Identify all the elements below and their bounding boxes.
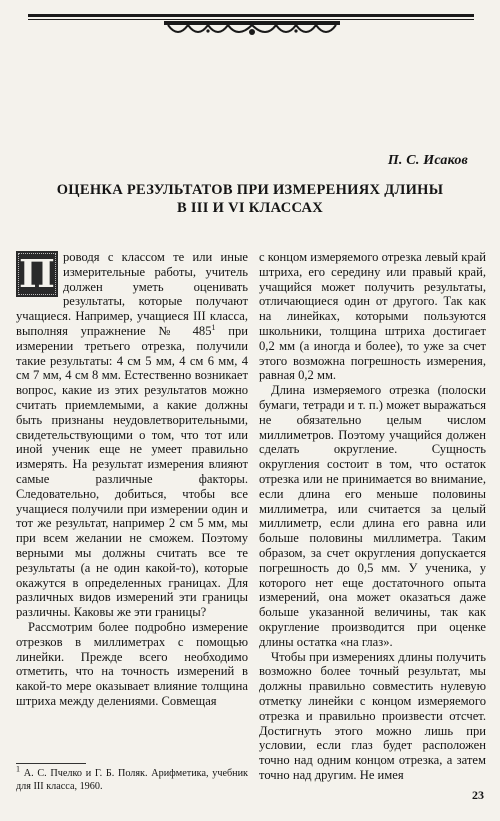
footnote bbox=[16, 764, 248, 794]
right-column bbox=[259, 250, 486, 783]
footnote-separator bbox=[16, 763, 86, 764]
author-name: П. С. Исаков bbox=[387, 153, 468, 168]
footnote-reference: 1 bbox=[211, 322, 216, 332]
footnote-mark: 1 bbox=[16, 764, 20, 774]
article-title bbox=[40, 181, 460, 217]
paragraph-3: с концом измеряемого отрезка левый край штриха, его середину или правый край, учащийся может получить результаты, отличающиеся один от другого. Так как на линейках, которыми пользуются школьники, толщина штриха достигает 0,2 мм (а иногда и более), то уже за счет этого возможна погрешность измерения, равная 0,2 мм. bbox=[259, 250, 486, 383]
drop-cap: П bbox=[16, 251, 58, 297]
ornament-pattern bbox=[164, 21, 340, 39]
title-line-2: В III И VI КЛАССАХ bbox=[176, 200, 324, 216]
paragraph-2: Рассмотрим более подробно измерение отрезков в миллиметрах с помощью линейки. Прежде всего необходимо отметить, что на точность измерений в какой-то мере оказывает влияние толщина штриха между делениями. Совмещая bbox=[16, 619, 248, 708]
footnote-text: А. С. Пчелко и Г. Б. Поляк. Арифметика, учебник для III класса, 1960. bbox=[16, 768, 248, 792]
page-number: 23 bbox=[472, 788, 484, 802]
header-ornament bbox=[28, 14, 474, 40]
left-column bbox=[16, 250, 248, 709]
title-line-1: ОЦЕНКА РЕЗУЛЬТАТОВ ПРИ ИЗМЕРЕНИЯХ ДЛИНЫ bbox=[56, 182, 444, 198]
paragraph-5: Чтобы при измерениях длины получить возможно более точный результат, мы должны правильно совместить нулевую отметку линейки с концом измеряемого отрезка и правильно произвести отсчет. Достигнуть этого можно лишь при условии, если глаз будет расположен точно над одним концом отрезка, а затем точно над другим. Не имея bbox=[259, 649, 486, 782]
ornament-rule-thin bbox=[28, 19, 474, 20]
paragraph-1: П роводя с классом те или иные измерительные работы, учитель должен уметь оценивать результаты, которые получают учащиеся. Например, учащиеся III класса, выполняя упражнение № 485$^1$ при измерении третьего отрезка, получили такие результаты: 4 см 5 мм, 4 см 6 мм, 4 см 7 мм, 4 см 8 мм. Естественно возникает вопрос, какие из этих результатов можно считать приемлемыми, а какие должны быть признаны неудовлетворительными, свидетельствующими о том, что тот или иной ученик еще не умеет правильно измерять. На результат измерения влияют самые различные факторы. Следовательно, добиться, чтобы все учащиеся получили при измерении один и тот же результат, например 2 см 5 мм, мы при всем желании не сможем. Поэтому верными мы должны считать все те результаты (а не один какой-то), которые окажутся в определенных границах. Для различных видов измерений эти границы различны. Каковы же эти границы? bbox=[16, 250, 248, 620]
ornament-rule-top bbox=[28, 14, 474, 17]
paragraph-4: Длина измеряемого отрезка (полоски бумаги, тетради и т. п.) может выражаться не обязательно целым числом миллиметров. Поэтому учащийся должен сделать округление. Сущность округления состоит в том, что остаток отрезка или не принимается во внимание, если длина его меньше половины миллиметра, или считается за целый миллиметр, если длина его равна или больше половины миллиметра. Таким образом, за счет округления допускается погрешность до 0,5 мм. У ученика, у которого нет еще достаточного опыта измерений, она может оказаться даже больше указанной величины, так как округление производится при оценке длины остатка «на глаз». bbox=[259, 383, 486, 649]
